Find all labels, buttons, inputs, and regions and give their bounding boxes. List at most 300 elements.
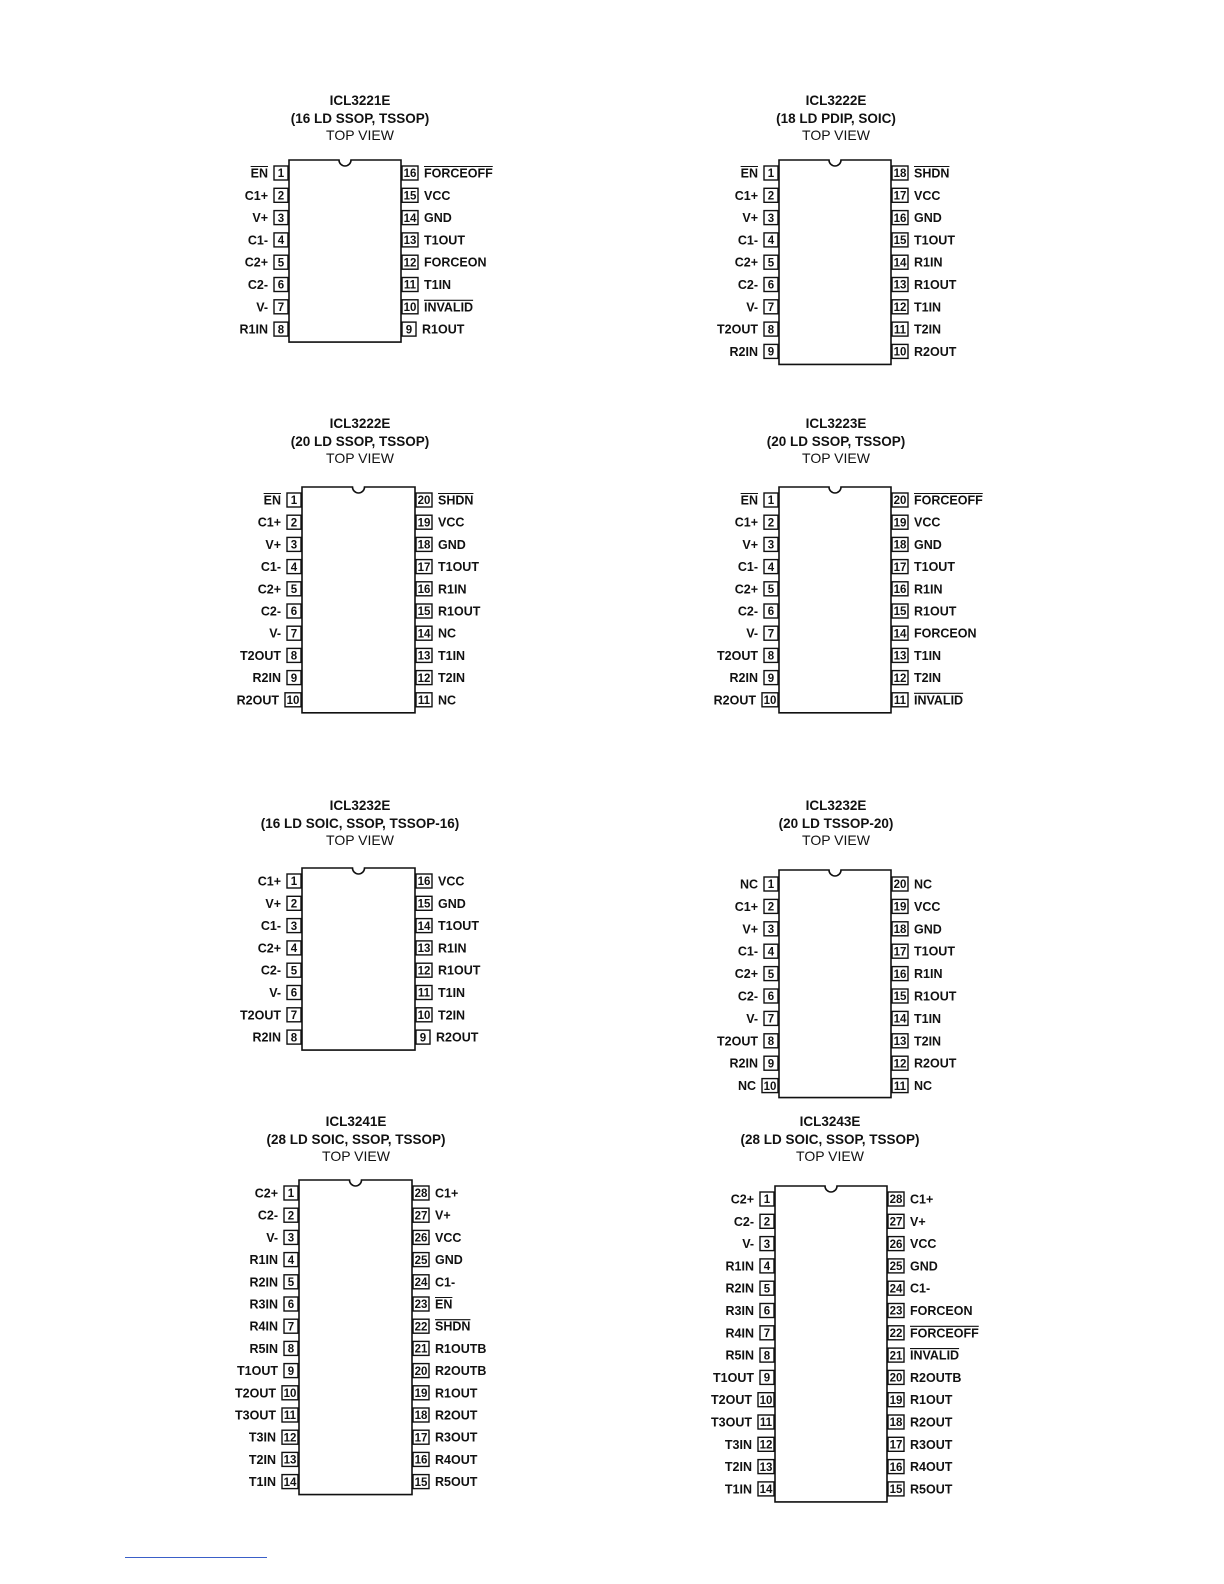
package-type: (20 LD SSOP, TSSOP): [290, 433, 430, 449]
pin-left-3: [742, 1237, 774, 1252]
pin-number: 6: [763, 1305, 771, 1318]
pin-left-3: [252, 211, 288, 226]
pin-number: 15: [417, 898, 431, 911]
pin-right-27: [413, 1208, 451, 1223]
pin-number: 11: [759, 1417, 773, 1430]
pin-right-16: [892, 211, 942, 226]
pin-left-3: [742, 537, 778, 552]
pin-left-11: [711, 1415, 774, 1430]
pin-number: 19: [893, 901, 907, 914]
pin-number: 16: [893, 968, 907, 981]
pin-name: EN: [740, 166, 758, 181]
pin-right-13: [892, 648, 941, 663]
pin-right-27: [888, 1214, 926, 1229]
package-title: [630, 1113, 1030, 1166]
pin-number: 19: [893, 517, 907, 530]
pin-left-14: [725, 1482, 774, 1497]
pin-name: T1IN: [724, 1482, 752, 1497]
pin-name: R1IN: [725, 1259, 754, 1274]
package-title: [160, 797, 560, 850]
pin-right-17: [416, 560, 479, 575]
pin-name: T2OUT: [711, 1393, 752, 1408]
pin-number: 7: [767, 302, 775, 314]
pin-name: C2-: [737, 989, 758, 1004]
pin-left-8: [240, 648, 301, 663]
pin-left-1: [264, 493, 301, 508]
pin-number: 13: [759, 1461, 773, 1474]
pin-name: T2OUT: [717, 648, 758, 663]
package-title: [156, 1113, 556, 1166]
pin-number: 14: [893, 628, 907, 641]
pin-name: C2+: [734, 582, 758, 597]
pin-left-8: [253, 1030, 301, 1045]
pin-number: 18: [417, 539, 431, 552]
package-title: [160, 415, 560, 468]
part-number: ICL3222E: [329, 416, 391, 431]
pin-name: EN: [740, 493, 758, 508]
pin-right-11: [402, 278, 451, 293]
pin-name: T2IN: [914, 1034, 942, 1049]
pin-number: 12: [283, 1432, 297, 1445]
pin-left-1: [251, 166, 288, 181]
pin-name: R2OUT: [910, 1415, 953, 1430]
pin-left-3: [261, 919, 301, 934]
pin-right-10: [892, 344, 957, 359]
pin-left-9: [730, 671, 778, 686]
pin-right-14: [402, 211, 452, 226]
pin-name: T1OUT: [438, 919, 479, 934]
pin-number: 4: [290, 943, 298, 956]
pin-name: C2-: [260, 604, 281, 619]
pin-left-13: [725, 1460, 774, 1475]
package-title: [636, 92, 1036, 145]
pin-name: R5IN: [725, 1348, 754, 1363]
pin-name: V-: [269, 986, 281, 1000]
pin-right-15: [413, 1475, 478, 1490]
pin-left-1: [255, 1186, 298, 1201]
pin-name: T2OUT: [240, 1008, 281, 1023]
pin-name: C2-: [247, 278, 268, 292]
pin-number: 20: [417, 495, 431, 508]
pin-name: C1+: [910, 1192, 934, 1207]
pin-number: 5: [290, 965, 298, 978]
pin-number: 10: [763, 695, 777, 707]
pin-right-19: [413, 1386, 478, 1401]
part-number: ICL3243E: [799, 1114, 861, 1129]
pin-right-18: [413, 1408, 478, 1423]
pin-number: 25: [889, 1261, 903, 1274]
pin-number: 1: [277, 168, 285, 181]
pin-number: 10: [759, 1394, 773, 1407]
pin-right-26: [888, 1237, 936, 1252]
pin-left-7: [746, 626, 778, 641]
pin-left-4: [248, 233, 288, 248]
pin-number: 7: [277, 302, 285, 314]
pin-number: 6: [767, 991, 775, 1004]
pin-number: 4: [277, 235, 285, 248]
pin-number: 7: [290, 628, 298, 641]
pin-name: R2IN: [729, 1056, 758, 1071]
pin-number: 3: [767, 212, 775, 225]
pin-name: FORCEON: [424, 255, 487, 270]
view-label: TOP VIEW: [326, 450, 394, 466]
pin-number: 12: [417, 965, 431, 978]
pin-number: 1: [767, 879, 775, 892]
pin-number: 10: [403, 302, 417, 314]
pin-name: VCC: [438, 874, 465, 889]
pin-number: 10: [417, 1010, 431, 1022]
pin-right-17: [892, 188, 940, 203]
pin-name: FORCEOFF: [910, 1326, 979, 1341]
pin-right-22: [888, 1326, 979, 1341]
pin-number: 11: [403, 279, 417, 292]
pin-name: T3OUT: [711, 1415, 752, 1430]
pin-number: 2: [767, 517, 775, 530]
pin-name: R2OUT: [436, 1030, 479, 1045]
pin-name: V+: [742, 922, 758, 937]
pin-name: T1IN: [248, 1475, 276, 1490]
pin-name: SHDN: [914, 166, 950, 181]
pin-name: R1IN: [438, 582, 467, 597]
pin-number: 10: [283, 1388, 297, 1400]
pin-name: C1-: [737, 944, 758, 959]
pin-left-7: [240, 1008, 301, 1023]
pin-number: 25: [414, 1254, 428, 1267]
pin-number: 5: [290, 584, 298, 596]
pin-number: 8: [767, 1036, 775, 1048]
pin-number: 3: [763, 1238, 771, 1251]
package-type: (18 LD PDIP, SOIC): [776, 110, 896, 126]
pin-name: V+: [742, 537, 758, 552]
pin-number: 14: [283, 1476, 297, 1489]
pin-name: FORCEOFF: [914, 493, 983, 508]
pin-number: 12: [759, 1439, 773, 1452]
pin-name: V-: [269, 626, 281, 641]
pin-name: C2+: [734, 255, 758, 270]
pin-number: 4: [290, 561, 298, 574]
pin-right-10: [416, 1008, 465, 1023]
pin-right-9: [416, 1030, 479, 1045]
pin-number: 20: [893, 879, 907, 892]
pin-name: C1-: [260, 560, 281, 575]
pin-left-8: [717, 648, 778, 663]
pin-right-9: [402, 322, 465, 337]
part-number: ICL3221E: [329, 93, 391, 108]
chip-body: [775, 1186, 887, 1502]
pin-name: C1-: [910, 1281, 931, 1296]
pin-left-2: [258, 1208, 298, 1223]
pin-number: 16: [893, 584, 907, 596]
package-title: [160, 92, 560, 145]
pin-right-15: [892, 233, 955, 248]
pin-name: C2+: [244, 255, 268, 270]
view-label: TOP VIEW: [796, 1148, 864, 1164]
chip-body: [779, 487, 891, 713]
pin-left-10: [237, 693, 301, 708]
pin-name: INVALID: [910, 1348, 960, 1363]
package-type: (28 LD SOIC, SSOP, TSSOP): [266, 1131, 446, 1147]
pin-name: R2IN: [725, 1281, 754, 1296]
pin-number: 2: [767, 901, 775, 914]
pin-left-6: [738, 989, 778, 1004]
pin-right-15: [416, 896, 466, 911]
pin-left-7: [746, 1011, 778, 1026]
package-icl3232e-16ld: [160, 797, 560, 1062]
pin-number: 21: [414, 1343, 428, 1356]
pin-left-5: [250, 1275, 298, 1290]
package-icl3222e-20ld: [160, 415, 560, 725]
pin-right-16: [402, 166, 493, 181]
pin-number: 19: [889, 1394, 903, 1407]
pin-left-9: [253, 671, 301, 686]
pin-name: EN: [435, 1297, 453, 1312]
pin-number: 9: [767, 346, 775, 359]
pin-name: VCC: [914, 515, 941, 530]
pin-left-6: [738, 604, 778, 619]
package-type: (20 LD TSSOP-20): [778, 815, 894, 831]
pin-number: 6: [287, 1299, 295, 1312]
pin-left-4: [261, 560, 301, 575]
pin-right-14: [416, 919, 479, 934]
pin-number: 3: [767, 924, 775, 936]
pin-name: T1IN: [424, 278, 452, 292]
pin-right-18: [892, 166, 949, 181]
pin-number: 15: [893, 606, 907, 619]
pin-name: T1OUT: [914, 233, 955, 248]
pin-number: 3: [287, 1232, 295, 1245]
pin-right-19: [892, 515, 940, 530]
pin-name: T1OUT: [914, 944, 955, 959]
pin-right-18: [892, 537, 942, 552]
pin-left-9: [730, 1056, 778, 1071]
pin-name: V+: [910, 1214, 926, 1229]
pin-number: 13: [417, 943, 431, 956]
pin-number: 6: [767, 606, 775, 619]
pin-number: 15: [893, 991, 907, 1004]
pin-number: 2: [277, 190, 285, 203]
pin-number: 1: [763, 1194, 771, 1207]
pin-number: 21: [889, 1350, 903, 1363]
pin-name: T2IN: [438, 671, 466, 686]
pin-number: 4: [767, 235, 775, 248]
pin-number: 8: [767, 650, 775, 663]
pin-name: VCC: [914, 899, 941, 914]
pin-number: 5: [277, 257, 285, 270]
pin-name: R1OUT: [438, 604, 481, 619]
pin-right-11: [416, 693, 456, 708]
pin-name: T1OUT: [914, 560, 955, 575]
package-icl3241e-28ld: [156, 1113, 556, 1508]
view-label: TOP VIEW: [322, 1148, 390, 1164]
pin-number: 14: [417, 920, 431, 933]
pin-left-8: [717, 322, 778, 337]
pin-number: 1: [287, 1188, 295, 1201]
pin-name: T2IN: [248, 1452, 276, 1467]
pin-name: T2OUT: [717, 1034, 758, 1049]
pin-right-16: [413, 1452, 478, 1467]
pin-number: 26: [414, 1232, 428, 1245]
pin-right-22: [413, 1319, 470, 1334]
pin-number: 11: [283, 1410, 297, 1423]
pin-left-12: [725, 1437, 774, 1452]
pin-name: T3OUT: [235, 1408, 276, 1423]
pin-name: R2OUTB: [910, 1370, 962, 1385]
pin-name: R3OUT: [910, 1437, 953, 1452]
pin-left-4: [738, 233, 778, 248]
pin-name: R1IN: [914, 255, 943, 270]
pin-left-4: [726, 1259, 774, 1274]
pin-name: C1+: [244, 188, 268, 203]
pin-right-16: [416, 582, 466, 597]
pin-name: INVALID: [914, 693, 964, 708]
pin-number: 8: [763, 1350, 771, 1363]
pin-right-28: [888, 1192, 933, 1207]
pin-number: 13: [893, 279, 907, 292]
pin-right-16: [888, 1460, 953, 1475]
pin-name: VCC: [424, 188, 451, 203]
pin-left-7: [256, 300, 288, 315]
pin-right-15: [402, 188, 450, 203]
pin-right-13: [892, 278, 957, 293]
pin-name: EN: [263, 493, 281, 508]
pin-name: V-: [266, 1230, 278, 1245]
pin-name: C1+: [435, 1186, 459, 1201]
pin-name: R5IN: [249, 1341, 278, 1356]
pin-number: 17: [893, 946, 907, 959]
pin-name: R1OUT: [914, 278, 957, 292]
pin-name: T1OUT: [713, 1370, 754, 1385]
pin-number: 15: [893, 235, 907, 248]
pin-number: 5: [767, 257, 775, 270]
pin-number: 1: [290, 495, 298, 508]
pin-left-5: [261, 963, 301, 978]
pin-name: R1OUT: [422, 322, 465, 337]
pin-number: 6: [290, 606, 298, 619]
pin-right-28: [413, 1186, 458, 1201]
pin-left-4: [738, 944, 778, 959]
pin-number: 20: [893, 495, 907, 508]
package-type: (16 LD SSOP, TSSOP): [290, 110, 430, 126]
pin-left-4: [250, 1253, 298, 1268]
pin-left-2: [734, 1214, 774, 1229]
pin-number: 13: [403, 235, 417, 248]
pin-right-23: [413, 1297, 452, 1312]
pin-right-20: [892, 877, 932, 892]
chip-body: [302, 487, 415, 713]
pin-right-25: [888, 1259, 938, 1274]
pin-number: 17: [417, 561, 431, 574]
pin-name: FORCEON: [914, 626, 977, 641]
pin-name: R2IN: [729, 344, 758, 359]
pin-number: 15: [403, 190, 417, 203]
part-number: ICL3232E: [805, 798, 867, 813]
pin-number: 7: [290, 1010, 298, 1022]
pin-name: R2OUT: [236, 693, 279, 708]
pin-number: 7: [767, 1013, 775, 1026]
pin-name: R3IN: [249, 1297, 278, 1312]
pin-left-8: [726, 1348, 774, 1363]
package-title: [636, 797, 1036, 850]
pin-number: 16: [889, 1461, 903, 1474]
pin-number: 9: [405, 324, 413, 337]
pin-number: 15: [414, 1476, 428, 1489]
pin-name: GND: [435, 1253, 463, 1268]
pin-name: T1IN: [438, 986, 466, 1000]
pin-number: 16: [893, 212, 907, 225]
part-number: ICL3241E: [325, 1114, 387, 1129]
pin-name: C2+: [730, 1192, 754, 1207]
pin-name: V-: [742, 1237, 754, 1252]
pinout-diagram: [630, 1113, 1030, 1513]
pin-number: 11: [893, 695, 907, 707]
pin-number: 5: [767, 584, 775, 596]
pin-number: 5: [763, 1283, 771, 1296]
pin-number: 16: [417, 876, 431, 889]
pin-left-5: [735, 967, 778, 982]
pin-number: 12: [893, 672, 907, 685]
pin-name: R3IN: [725, 1304, 754, 1318]
pin-right-11: [892, 693, 963, 708]
pin-left-10: [738, 1079, 778, 1094]
pin-number: 14: [759, 1484, 773, 1497]
pin-right-16: [892, 582, 942, 597]
pin-name: R1IN: [914, 967, 943, 982]
pin-name: C1+: [734, 515, 758, 530]
pin-right-15: [888, 1482, 953, 1497]
pin-number: 9: [763, 1372, 771, 1385]
pin-number: 14: [403, 212, 417, 225]
package-type: (28 LD SOIC, SSOP, TSSOP): [740, 1131, 920, 1147]
pin-number: 6: [290, 987, 298, 1000]
pin-number: 2: [287, 1210, 295, 1223]
chip-body: [289, 160, 401, 342]
pin-name: R2OUT: [914, 1056, 957, 1071]
pin-name: V-: [256, 300, 268, 315]
pin-name: R3OUT: [435, 1430, 478, 1445]
pin-name: C2-: [260, 963, 281, 978]
pin-number: 1: [767, 168, 775, 181]
pin-name: SHDN: [438, 493, 474, 508]
pin-number: 9: [767, 1058, 775, 1071]
pin-name: R1IN: [914, 582, 943, 597]
part-number: ICL3222E: [805, 93, 867, 108]
pin-number: 27: [889, 1216, 903, 1229]
pin-number: 8: [290, 650, 298, 663]
pin-right-12: [416, 671, 465, 686]
pin-name: T2IN: [914, 322, 942, 337]
pin-number: 13: [893, 1036, 907, 1048]
pin-right-20: [888, 1370, 961, 1385]
pin-number: 12: [403, 257, 417, 270]
pin-name: GND: [914, 211, 942, 226]
pin-name: NC: [438, 693, 457, 708]
pin-name: GND: [438, 896, 466, 911]
pin-name: NC: [438, 626, 457, 641]
pin-number: 2: [290, 898, 298, 911]
pin-left-5: [726, 1281, 774, 1296]
pin-left-9: [730, 344, 778, 359]
package-icl3222e-18ld: [636, 92, 1036, 382]
pin-name: R2OUT: [914, 344, 957, 359]
pin-right-13: [892, 1034, 941, 1049]
pin-left-2: [735, 899, 778, 914]
pin-left-5: [735, 255, 778, 270]
pin-right-19: [888, 1393, 953, 1408]
pin-name: V+: [265, 896, 281, 911]
pin-right-18: [416, 537, 466, 552]
pin-name: INVALID: [424, 300, 474, 315]
pin-right-12: [416, 963, 481, 978]
